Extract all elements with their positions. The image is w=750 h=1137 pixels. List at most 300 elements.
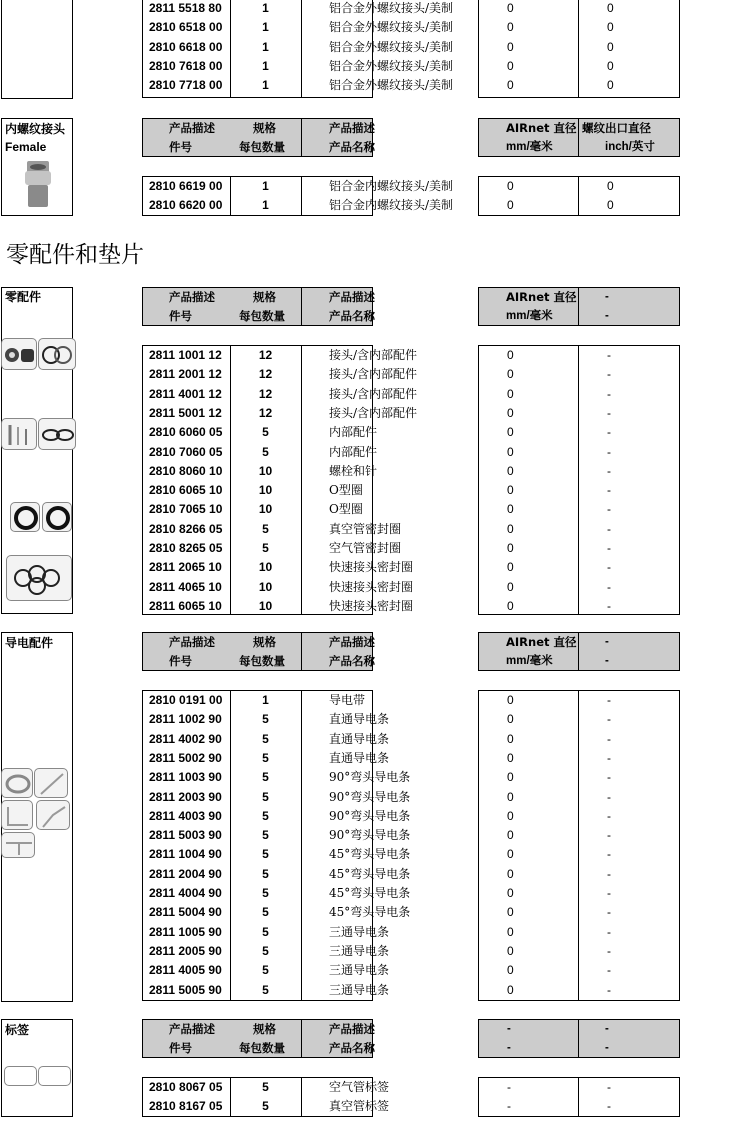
product-name: 三通导电条 xyxy=(329,943,390,958)
header-label: 产品描述 xyxy=(169,290,215,304)
thread-diameter: - xyxy=(607,386,611,401)
product-name: 直通导电条 xyxy=(329,731,390,746)
product-name: 真空管标签 xyxy=(329,1099,390,1114)
part-number: 2810 7065 10 xyxy=(149,502,223,517)
airnet-diameter: 0 xyxy=(507,179,514,193)
header-label: 产品描述 xyxy=(169,1022,215,1036)
value-row xyxy=(479,38,679,57)
airnet-diameter: 0 xyxy=(507,425,514,440)
table-row xyxy=(143,38,454,57)
part-number: 2811 2004 90 xyxy=(149,866,222,881)
airnet-diameter: 0 xyxy=(507,58,514,73)
header-value-label: mm/毫米 xyxy=(506,141,553,153)
header-label: 每包数量 xyxy=(239,140,285,154)
value-row xyxy=(479,57,679,76)
tee-strip-image xyxy=(1,832,35,858)
part-number: 2810 8265 05 xyxy=(149,541,223,555)
thread-diameter: - xyxy=(607,731,611,746)
pack-quantity: 5 xyxy=(262,886,269,900)
value-row xyxy=(479,845,679,864)
conductive-header xyxy=(142,632,373,671)
quick-coupling-seals-image xyxy=(6,555,72,601)
product-name: 直通导电条 xyxy=(329,750,390,765)
part-number: 2810 8266 05 xyxy=(149,521,223,536)
pack-quantity: 5 xyxy=(262,1099,269,1114)
airnet-diameter: 0 xyxy=(507,598,514,613)
part-number: 2811 2001 12 xyxy=(149,367,222,382)
pack-quantity: 12 xyxy=(258,367,273,382)
airnet-diameter: 0 xyxy=(507,808,514,823)
elbow90-strip-image xyxy=(1,800,33,830)
product-name: 铝合金内螺纹接头/美制 xyxy=(329,179,454,193)
pack-quantity: 5 xyxy=(262,924,269,939)
product-name: 内部配件 xyxy=(329,425,378,440)
header-value-label: 螺纹出口直径 xyxy=(582,121,651,135)
bolts-pins-image xyxy=(1,418,37,450)
top-parts-table xyxy=(142,0,454,98)
airnet-diameter: 0 xyxy=(507,560,514,575)
airnet-diameter: 0 xyxy=(507,731,514,746)
thread-diameter: 0 xyxy=(607,20,614,35)
pack-quantity: 5 xyxy=(262,425,269,440)
airnet-diameter: 0 xyxy=(507,20,514,35)
header-label: 产品描述 xyxy=(329,290,375,304)
header-value-label: - xyxy=(605,636,609,648)
table-row xyxy=(143,826,411,845)
female-label: 内螺纹接头 xyxy=(5,122,66,136)
pack-quantity: 10 xyxy=(258,463,273,478)
header-value-label: - xyxy=(507,1042,511,1054)
table-row xyxy=(143,597,414,616)
product-name: 真空管密封圈 xyxy=(329,521,402,536)
thread-diameter: - xyxy=(607,1099,611,1114)
pack-quantity: 5 xyxy=(262,731,269,746)
airnet-diameter: 0 xyxy=(507,1,514,15)
header-divider xyxy=(301,288,302,325)
value-row xyxy=(479,691,679,710)
header-value-label: inch/英寸 xyxy=(605,141,655,153)
header-label: 产品名称 xyxy=(329,140,375,154)
header-label: 产品名称 xyxy=(329,654,375,668)
thread-diameter: 0 xyxy=(607,78,614,93)
header-label: 产品描述 xyxy=(169,635,215,649)
header-label: 产品描述 xyxy=(169,121,215,135)
value-row xyxy=(479,346,679,365)
value-row xyxy=(479,923,679,942)
table-row xyxy=(143,76,454,95)
airnet-diameter: 0 xyxy=(507,579,514,594)
product-name: 快速接头密封圈 xyxy=(329,579,414,594)
top-values-table xyxy=(478,0,680,98)
product-name: 三通导电条 xyxy=(329,924,390,939)
section-title: 零配件和垫片 xyxy=(6,242,144,268)
airnet-diameter: 0 xyxy=(507,198,514,213)
product-name: O型圈 xyxy=(329,483,363,498)
value-row xyxy=(479,826,679,845)
table-row xyxy=(143,710,390,729)
product-name: 空气管密封圈 xyxy=(329,541,402,555)
value-row xyxy=(479,520,679,539)
spare-header-values xyxy=(478,287,680,326)
conductive-values-table xyxy=(478,690,680,1001)
part-number: 2810 0191 00 xyxy=(149,693,223,707)
table-row xyxy=(143,404,418,423)
table-row xyxy=(143,865,411,884)
header-value-label: - xyxy=(507,1023,511,1035)
thread-diameter: - xyxy=(607,808,611,823)
header-label: 件号 xyxy=(169,140,192,154)
table-row xyxy=(143,981,390,1000)
value-row xyxy=(479,807,679,826)
pack-quantity: 1 xyxy=(262,58,269,73)
thread-diameter: - xyxy=(607,502,611,517)
part-number: 2810 6619 00 xyxy=(149,179,223,193)
pack-quantity: 10 xyxy=(258,579,273,594)
thread-diameter: - xyxy=(607,425,611,440)
air-pipe-label-image xyxy=(4,1066,37,1086)
pack-quantity: 1 xyxy=(262,179,269,193)
product-name: 内部配件 xyxy=(329,444,378,459)
value-row xyxy=(479,730,679,749)
header-label: 件号 xyxy=(169,309,192,323)
product-name: 铝合金外螺纹接头/美制 xyxy=(329,1,454,15)
value-row xyxy=(479,1097,679,1116)
header-label: 产品描述 xyxy=(329,1022,375,1036)
header-label: 规格 xyxy=(253,635,276,649)
product-name: 45°弯头导电条 xyxy=(329,866,411,881)
table-row xyxy=(143,923,390,942)
thread-diameter: - xyxy=(607,367,611,382)
part-number: 2810 8067 05 xyxy=(149,1080,223,1094)
spare-label: 零配件 xyxy=(5,290,42,304)
airnet-diameter: 0 xyxy=(507,828,514,843)
part-number: 2811 6065 10 xyxy=(149,598,222,613)
airnet-diameter: 0 xyxy=(507,847,514,862)
part-number: 2811 1004 90 xyxy=(149,847,222,862)
table-row xyxy=(143,177,454,196)
airnet-diameter: 0 xyxy=(507,712,514,727)
value-row xyxy=(479,865,679,884)
header-divider xyxy=(578,288,579,325)
conductive-label: 导电配件 xyxy=(5,636,54,650)
part-number: 2811 2065 10 xyxy=(149,560,222,575)
value-row xyxy=(479,558,679,577)
pack-quantity: 5 xyxy=(262,866,269,881)
product-name: 铝合金外螺纹接头/美制 xyxy=(329,20,454,35)
pack-quantity: 5 xyxy=(262,541,269,555)
pack-quantity: 5 xyxy=(262,828,269,843)
table-row xyxy=(143,845,411,864)
part-number: 2810 7718 00 xyxy=(149,78,223,93)
pack-quantity: 1 xyxy=(262,693,269,707)
part-number: 2811 1001 12 xyxy=(149,348,222,362)
airnet-diameter: 0 xyxy=(507,78,514,93)
thread-diameter: - xyxy=(607,693,611,707)
spare-header xyxy=(142,287,373,326)
part-number: 2810 7618 00 xyxy=(149,58,223,73)
value-row xyxy=(479,0,679,18)
conductive-strap-image xyxy=(1,768,33,798)
airnet-diameter: 0 xyxy=(507,789,514,804)
value-row xyxy=(479,423,679,442)
part-number: 2810 6518 00 xyxy=(149,20,223,35)
part-number: 2811 4005 90 xyxy=(149,963,222,978)
airnet-diameter: 0 xyxy=(507,541,514,555)
thread-diameter: - xyxy=(607,886,611,900)
airnet-diameter: 0 xyxy=(507,521,514,536)
product-name: 导电带 xyxy=(329,693,366,707)
value-row xyxy=(479,578,679,597)
pack-quantity: 10 xyxy=(258,502,273,517)
table-row xyxy=(143,196,454,215)
part-number: 2811 1005 90 xyxy=(149,924,222,939)
header-value-label: AIRnet 直径 xyxy=(506,290,577,304)
female-connector-image xyxy=(24,159,52,211)
pack-quantity: 1 xyxy=(262,1,269,15)
thread-diameter: - xyxy=(607,521,611,536)
table-row xyxy=(143,18,454,37)
connector-parts-image xyxy=(1,338,37,370)
orings-image xyxy=(38,418,76,450)
airnet-diameter: 0 xyxy=(507,444,514,459)
product-name: 螺栓和针 xyxy=(329,463,378,478)
thread-diameter: - xyxy=(607,866,611,881)
product-name: 90°弯头导电条 xyxy=(329,828,411,843)
pack-quantity: 10 xyxy=(258,560,273,575)
table-row xyxy=(143,768,411,787)
pack-quantity: 5 xyxy=(262,847,269,862)
airnet-diameter: 0 xyxy=(507,386,514,401)
header-divider xyxy=(578,1020,579,1057)
header-value-label: - xyxy=(605,310,609,322)
pack-quantity: 12 xyxy=(258,348,273,362)
value-row xyxy=(479,903,679,922)
header-label: 规格 xyxy=(253,1022,276,1036)
labels-header xyxy=(142,1019,373,1058)
labels-label: 标签 xyxy=(5,1023,30,1037)
value-row xyxy=(479,404,679,423)
part-number: 2811 1002 90 xyxy=(149,712,222,727)
pack-quantity: 5 xyxy=(262,712,269,727)
part-number: 2810 6620 00 xyxy=(149,198,223,213)
vacuum-seal-image xyxy=(10,502,40,532)
product-name: 铝合金外螺纹接头/美制 xyxy=(329,58,454,73)
table-row xyxy=(143,807,411,826)
header-divider xyxy=(301,633,302,670)
table-row xyxy=(143,961,390,980)
thread-diameter: - xyxy=(607,579,611,594)
pack-quantity: 5 xyxy=(262,444,269,459)
header-label: 产品名称 xyxy=(329,309,375,323)
conductive-header-values xyxy=(478,632,680,671)
female-values-table xyxy=(478,176,680,216)
table-row xyxy=(143,500,372,519)
table-row xyxy=(143,884,411,903)
airnet-diameter: 0 xyxy=(507,693,514,707)
header-value-label: - xyxy=(605,1023,609,1035)
airnet-diameter: 0 xyxy=(507,963,514,978)
labels-parts-table xyxy=(142,1077,390,1117)
product-name: 三通导电条 xyxy=(329,982,390,997)
thread-diameter: - xyxy=(607,1080,611,1094)
table-row xyxy=(143,942,390,961)
thread-diameter: - xyxy=(607,905,611,920)
header-divider xyxy=(301,119,302,156)
spare-parts-table xyxy=(142,345,418,615)
header-label: 每包数量 xyxy=(239,309,285,323)
product-name: 90°弯头导电条 xyxy=(329,808,411,823)
header-value-label: - xyxy=(605,1042,609,1054)
value-row xyxy=(479,500,679,519)
part-number: 2811 4003 90 xyxy=(149,808,222,823)
part-number: 2811 4004 90 xyxy=(149,886,222,900)
table-row xyxy=(143,578,414,597)
thread-diameter: - xyxy=(607,789,611,804)
part-number: 2810 8060 10 xyxy=(149,463,223,478)
header-divider xyxy=(301,1020,302,1057)
pack-quantity: 5 xyxy=(262,905,269,920)
part-number: 2810 6065 10 xyxy=(149,483,223,498)
thread-diameter: - xyxy=(607,348,611,362)
pack-quantity: 1 xyxy=(262,78,269,93)
pack-quantity: 5 xyxy=(262,943,269,958)
value-row xyxy=(479,942,679,961)
thread-diameter: - xyxy=(607,982,611,997)
female-header xyxy=(142,118,373,157)
thread-diameter: - xyxy=(607,847,611,862)
female-parts-table xyxy=(142,176,454,216)
part-number: 2811 2003 90 xyxy=(149,789,222,804)
header-value-label: AIRnet 直径 xyxy=(506,635,577,649)
part-number: 2811 1003 90 xyxy=(149,770,222,785)
pack-quantity: 5 xyxy=(262,770,269,785)
header-label: 产品描述 xyxy=(329,121,375,135)
table-row xyxy=(143,443,378,462)
table-row xyxy=(143,788,411,807)
table-row xyxy=(143,749,390,768)
value-row xyxy=(479,177,679,196)
product-name: 接头/含内部配件 xyxy=(329,367,418,382)
pack-quantity: 5 xyxy=(262,521,269,536)
product-name: 45°弯头导电条 xyxy=(329,847,411,862)
header-label: 件号 xyxy=(169,1041,192,1055)
airnet-diameter: 0 xyxy=(507,886,514,900)
thread-diameter: 0 xyxy=(607,1,614,15)
airnet-diameter: 0 xyxy=(507,866,514,881)
product-name: 三通导电条 xyxy=(329,963,390,978)
conductive-parts-table xyxy=(142,690,411,1001)
table-row xyxy=(143,365,418,384)
airnet-diameter: - xyxy=(507,1080,511,1094)
pack-quantity: 5 xyxy=(262,750,269,765)
pack-quantity: 1 xyxy=(262,20,269,35)
thread-diameter: 0 xyxy=(607,179,614,193)
table-row xyxy=(143,0,454,18)
airnet-diameter: 0 xyxy=(507,348,514,362)
straight-strip-image xyxy=(34,768,68,798)
product-name: 90°弯头导电条 xyxy=(329,789,411,804)
value-row xyxy=(479,981,679,1000)
value-row xyxy=(479,539,679,558)
product-name: 接头/含内部配件 xyxy=(329,348,418,362)
value-row xyxy=(479,443,679,462)
product-name: 铝合金内螺纹接头/美制 xyxy=(329,198,454,213)
header-label: 产品描述 xyxy=(329,635,375,649)
airnet-diameter: 0 xyxy=(507,405,514,420)
header-label: 每包数量 xyxy=(239,654,285,668)
airnet-diameter: 0 xyxy=(507,502,514,517)
table-row xyxy=(143,346,418,365)
part-number: 2811 5001 12 xyxy=(149,405,222,420)
pack-quantity: 12 xyxy=(258,405,273,420)
pack-quantity: 5 xyxy=(262,982,269,997)
airnet-diameter: 0 xyxy=(507,483,514,498)
header-divider xyxy=(578,633,579,670)
header-label: 规格 xyxy=(253,121,276,135)
product-name: 45°弯头导电条 xyxy=(329,905,411,920)
thread-diameter: - xyxy=(607,924,611,939)
part-number: 2811 2005 90 xyxy=(149,943,222,958)
airnet-diameter: 0 xyxy=(507,905,514,920)
table-row xyxy=(143,558,414,577)
header-value-label: - xyxy=(605,655,609,667)
thread-diameter: - xyxy=(607,463,611,478)
value-row xyxy=(479,884,679,903)
header-label: 每包数量 xyxy=(239,1041,285,1055)
pack-quantity: 10 xyxy=(258,598,273,613)
pack-quantity: 1 xyxy=(262,198,269,213)
table-row xyxy=(143,481,372,500)
airnet-diameter: 0 xyxy=(507,982,514,997)
table-row xyxy=(143,423,378,442)
table-row xyxy=(143,539,402,558)
table-row xyxy=(143,520,402,539)
airnet-diameter: 0 xyxy=(507,924,514,939)
thread-diameter: - xyxy=(607,405,611,420)
table-row xyxy=(143,1078,390,1097)
thread-diameter: 0 xyxy=(607,198,614,213)
product-name: 直通导电条 xyxy=(329,712,390,727)
product-name: 空气管标签 xyxy=(329,1080,390,1094)
seal-parts-image xyxy=(38,338,76,370)
product-name: 快速接头密封圈 xyxy=(329,560,414,575)
pack-quantity: 10 xyxy=(258,483,273,498)
table-row xyxy=(143,730,390,749)
airnet-diameter: 0 xyxy=(507,39,514,54)
header-value-label: mm/毫米 xyxy=(506,310,553,322)
labels-header-values xyxy=(478,1019,680,1058)
thread-diameter: - xyxy=(607,943,611,958)
thread-diameter: 0 xyxy=(607,39,614,54)
thread-diameter: - xyxy=(607,483,611,498)
value-row xyxy=(479,18,679,37)
part-number: 2811 4065 10 xyxy=(149,579,222,594)
thread-diameter: - xyxy=(607,963,611,978)
header-label: 产品名称 xyxy=(329,1041,375,1055)
value-row xyxy=(479,462,679,481)
product-name: 铝合金外螺纹接头/美制 xyxy=(329,39,454,54)
part-number: 2811 5005 90 xyxy=(149,982,222,997)
airnet-diameter: 0 xyxy=(507,750,514,765)
thread-diameter: - xyxy=(607,828,611,843)
value-row xyxy=(479,768,679,787)
product-name: 接头/含内部配件 xyxy=(329,405,418,420)
thread-diameter: - xyxy=(607,598,611,613)
elbow45-strip-image xyxy=(36,800,70,830)
value-row xyxy=(479,385,679,404)
thread-diameter: - xyxy=(607,770,611,785)
pack-quantity: 1 xyxy=(262,39,269,54)
